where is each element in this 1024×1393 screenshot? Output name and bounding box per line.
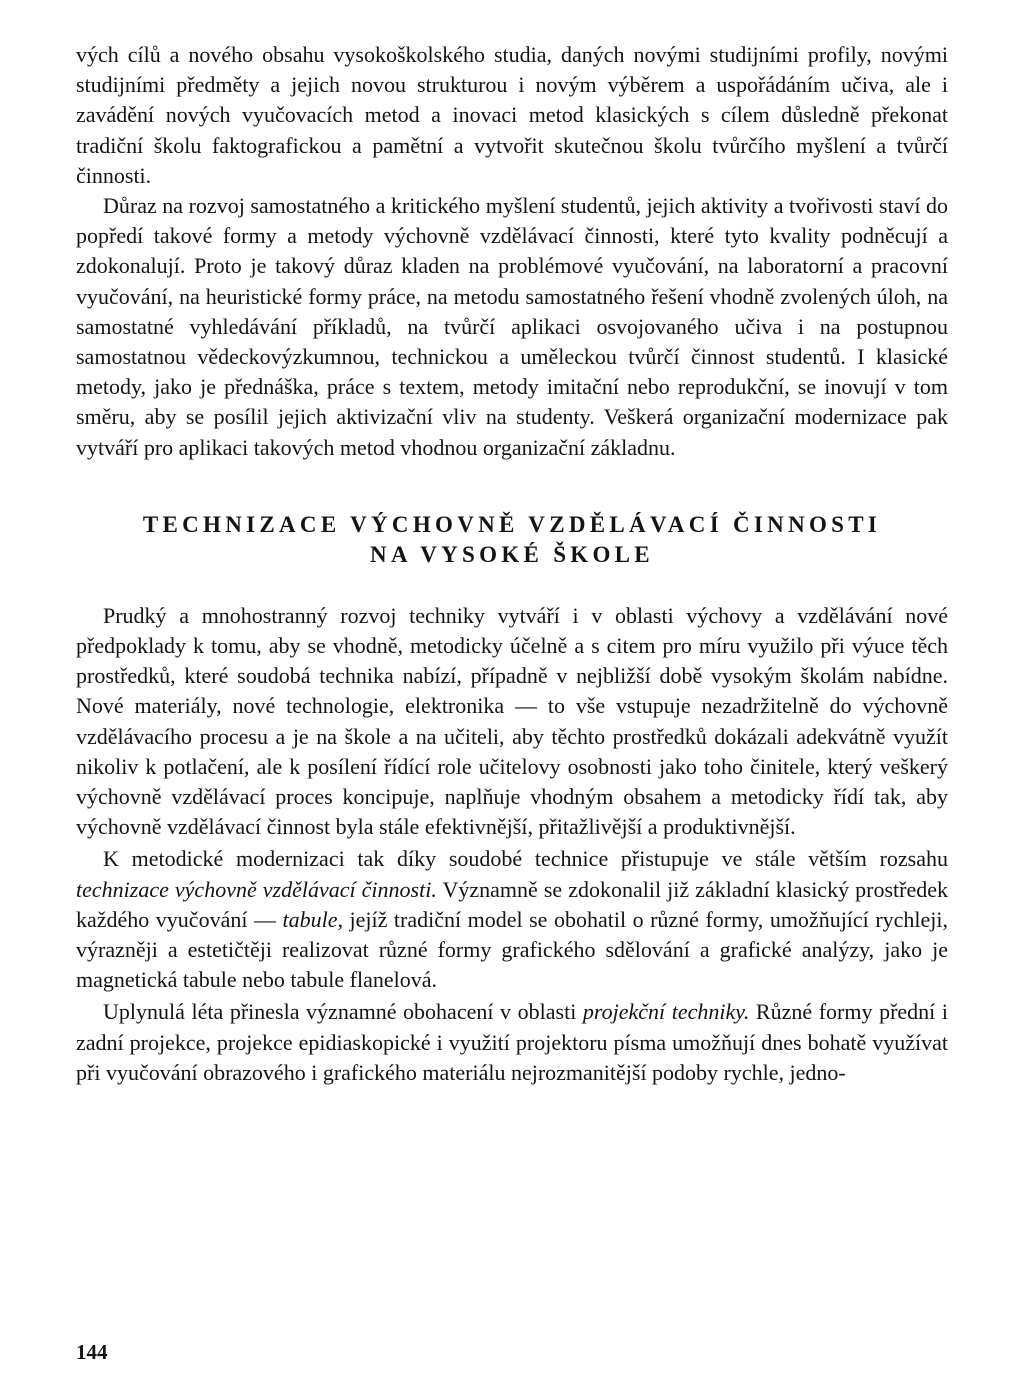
section-heading bbox=[76, 510, 948, 570]
italic-term: technizace výchovně vzdělávací činnosti. bbox=[76, 876, 437, 902]
paragraph-projection-technology bbox=[76, 997, 948, 1088]
text-run: jejíž tradiční model se obohatil o různé formy, umožňující rychleji, výrazněji a estetičtěji realizovat různé formy grafického sdělování a grafické analýzy, jako je magnetická tabule nebo tabule flanelová. bbox=[76, 906, 949, 993]
text-run: Významně se zdokonalil již základní klasický prostředek každého vyučování — bbox=[76, 876, 948, 932]
paragraph-technology-development: Prudký a mnohostranný rozvoj techniky vytváří i v oblasti výchovy a vzdělávání nové předpoklady k tomu, aby se vhodně, metodicky účelně a s citem pro míru využilo při výuce těch prostředků, které soudobá technika nabízí, případně v nejbližší době vysokým školám nabídne. Nové materiály, nové technologie, elektronika — to vše vstupuje nezadržitelně do výchovně vzdělávacího procesu a je na škole a na učiteli, aby těchto prostředků dokázali adekvátně využít nikoliv k potlačení, ale k posílení řídící role učitelovy osobnosti jako toho činitele, který veškerý výchovně vzdělávací proces koncipuje, naplňuje vhodným obsahem a metodicky řídí tak, aby výchovně vzdělávací činnost byla stále efektivnější, přitažlivější a produktivnější. bbox=[76, 602, 948, 840]
section-heading-line-1: TECHNIZACE VÝCHOVNĚ VZDĚLÁVACÍ ČINNOSTI bbox=[142, 511, 882, 537]
paragraph-continued: vých cílů a nového obsahu vysokoškolského studia, daných novými studijními profily, novými studijními předměty a jejich novou strukturou i novým výběrem a uspořádáním učiva, ale i zavádění nových vyučovacích metod a inovaci metod klasických s cílem důsledně překonat tradiční školu faktografickou a pamětní a vytvořit skutečnou školu tvůrčího myšlení a tvůrčí činnosti. bbox=[76, 42, 948, 188]
paragraph-technization bbox=[76, 844, 948, 995]
text-run: K metodické modernizaci tak díky soudobé technice přistupuje ve stále větším rozsahu bbox=[103, 846, 948, 872]
book-page bbox=[76, 40, 948, 1088]
text-run: Různé formy přední i zadní projekce, projekce epidiaskopické i využití projektoru písma umožňují dnes bohatě využívat při vyučování obrazového i grafického materiálu nejrozmanitější podoby rychle, jedno- bbox=[76, 999, 948, 1085]
section-heading-line-2: NA VYSOKÉ ŠKOLE bbox=[370, 541, 654, 567]
text-run: Uplynulá léta přinesla významné obohacení v oblasti bbox=[103, 999, 583, 1025]
paragraph-emphasis-on-thinking: Důraz na rozvoj samostatného a kritického myšlení studentů, jejich aktivity a tvořivosti staví do popředí takové formy a metody výchovně vzdělávací činnosti, které tyto kvality podněcují a zdokonalují. Proto je takový důraz kladen na problémové vyučování, na laboratorní a pracovní vyučování, na heuristické formy práce, na metodu samostatného řešení vhodně zvolených úloh, na samostatné vyhledávání příkladů, na tvůrčí aplikaci osvojovaného učiva i na postupnou samostatnou vědeckovýzkumnou, technickou a uměleckou tvůrčí činnost studentů. I klasické metody, jako je přednáška, práce s textem, metody imitační nebo reprodukční, se inovují v tom směru, aby se posílil jejich aktivizační vliv na studenty. Veškerá organizační modernizace pak vytváří pro aplikaci takových metod vhodnou organizační základnu. bbox=[76, 193, 948, 460]
page-number: 144 bbox=[76, 1340, 108, 1364]
italic-term: projekční techniky. bbox=[582, 999, 750, 1025]
italic-term: tabule, bbox=[282, 906, 343, 932]
